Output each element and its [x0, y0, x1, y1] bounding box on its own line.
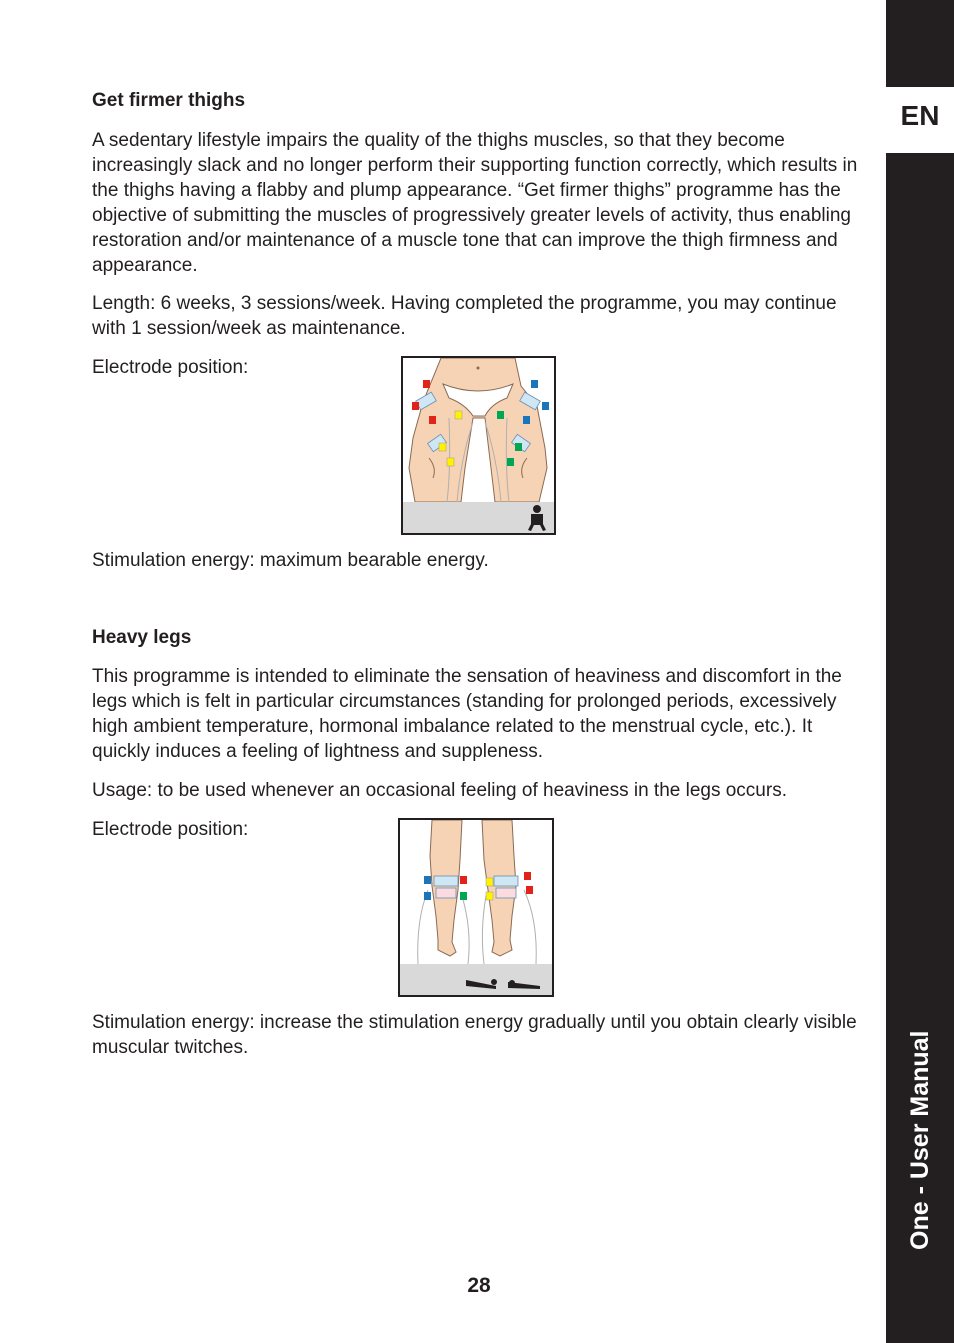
section1-paragraph1: A sedentary lifestyle impairs the quality of the thighs muscles, so that they become increasingly slack and no longer perform their supporting function correctly, which results in the thighs having a flabby and plump appearance. “Get firmer thighs” programme has the objective of submitting the muscles of progressively greater levels of activity, thus enabling restoration and/or maintenance of a muscle tone that can improve the thigh firmness and appearance. [92, 130, 858, 276]
page-number-text: 28 [467, 1274, 491, 1297]
section1-electrode-label: Electrode position: [92, 357, 249, 378]
thighs-electrode-figure [401, 356, 556, 535]
section2-paragraph1: This programme is intended to eliminate the sensation of heaviness and discomfort in the legs which is felt in particular circumstances (standing for prolonged periods, excessively high ambient temperature, hormonal imbalance related to the menstrual cycle, etc.). It quickly induces a feeling of lightness and suppleness. [92, 666, 842, 762]
language-label: EN [900, 100, 940, 131]
section2-energy: Stimulation energy: increase the stimulation energy gradually until you obtain clearly visible muscular twitches. [92, 1012, 857, 1058]
section-heading-firmer-thighs: Get firmer thighs [92, 90, 246, 111]
section2-electrode-label: Electrode position: [92, 819, 249, 840]
section-heading-heavy-legs: Heavy legs [92, 627, 192, 648]
section2-paragraph2: Usage: to be used whenever an occasional feeling of heaviness in the legs occurs. [92, 780, 787, 801]
page-number [0, 1274, 954, 1298]
thighs-illustration [403, 358, 554, 533]
section1-paragraph2: Length: 6 weeks, 3 sessions/week. Having completed the programme, you may continue with 1 session/week as maintenance. [92, 293, 837, 339]
manual-title: One - User Manual [906, 1030, 934, 1250]
legs-electrode-figure [398, 818, 554, 997]
legs-illustration [400, 820, 552, 995]
section1-energy: Stimulation energy: maximum bearable energy. [92, 550, 489, 571]
